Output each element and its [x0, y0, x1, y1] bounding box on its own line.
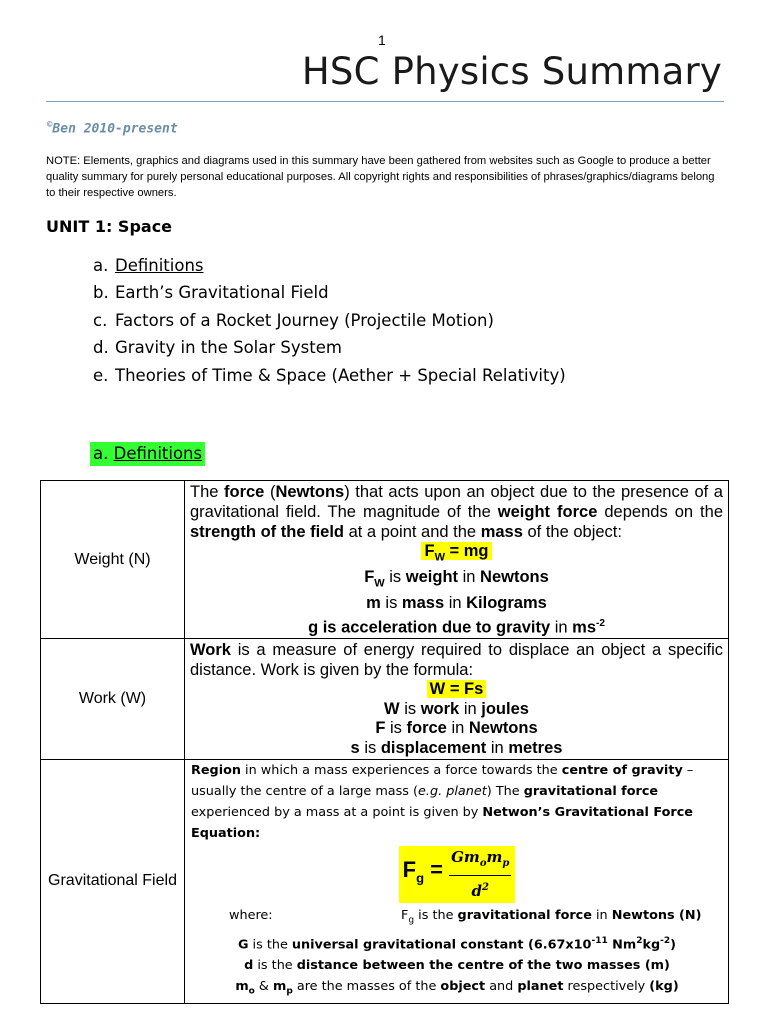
toc-letter: b. [93, 283, 109, 303]
definition-text: The force (Newtons) that acts upon an object due to the presence of a gravitational field. The magnitude of the weight force depends on the strength of the field at a point and the mass of the object: [190, 483, 723, 541]
formula: $F_W$ = mg [190, 542, 723, 568]
section-letter: a. [93, 444, 109, 463]
toc-label: Gravity in the Solar System [115, 338, 342, 358]
formula-legend-line: $m_o$ & $m_p$ are the masses of the object and planet respectively (kg) [235, 979, 679, 997]
formula-legend-line: where: $F_g$ is the gravitational force in Newtons (N) [229, 907, 702, 926]
title-divider [46, 101, 724, 102]
toc-letter: e. [93, 365, 109, 385]
toc-label[interactable]: Definitions [115, 256, 204, 275]
copyright-text: Ben 2010-present [52, 121, 178, 137]
definition-cell [185, 759, 729, 1003]
table-of-contents [93, 255, 566, 392]
definition-cell [185, 481, 729, 639]
formula [191, 846, 723, 903]
toc-item-solar-system [93, 337, 566, 364]
page-number: 1 [378, 32, 386, 48]
toc-item-definitions[interactable] [93, 255, 566, 282]
toc-item-gravitational-field [93, 282, 566, 309]
unit-heading: UNIT 1: Space [46, 217, 173, 236]
definition-cell [185, 639, 729, 760]
formula-legend-line: G is the universal gravitational constant ($6.67x10^{-11}$ $Nm^2kg^{-2}$) [237, 936, 677, 953]
formula-legend-line: W is work in joules [384, 699, 529, 718]
copyright-symbol: © [47, 120, 53, 130]
section-heading-definitions [90, 442, 205, 466]
copyright-line [47, 120, 178, 136]
term-cell: Gravitational Field [41, 759, 185, 1003]
toc-label: Earth’s Gravitational Field [115, 283, 329, 303]
toc-label: Factors of a Rocket Journey (Projectile Motion) [115, 310, 494, 330]
toc-letter: a. [93, 256, 109, 275]
term-cell: Work (W) [41, 639, 185, 760]
formula-legend-line: s is displacement in metres [350, 738, 563, 757]
definitions-table [40, 480, 729, 1004]
formula-legend-line: m is mass in Kilograms [366, 593, 547, 612]
page-title: HSC Physics Summary [301, 50, 722, 93]
toc-item-rocket-journey [93, 310, 566, 337]
term-cell: Weight (N) [41, 481, 185, 639]
formula-fraction: $\frac{Gm_om_p}{d^2}$ [451, 847, 510, 900]
table-row-work [41, 639, 729, 760]
formula-legend-line: F is force in Newtons [375, 719, 538, 738]
formula-highlight: $F_g$ = $\frac{Gm_om_p}{d^2}$ [399, 846, 516, 903]
toc-item-time-space [93, 365, 566, 392]
table-row-weight [41, 481, 729, 639]
definition-text: Region in which a mass experiences a force towards the centre of gravity – usually the centre of a large mass (e.g. planet) The gravitational force experienced by a mass at a point is given by Netwon’s Gravitational Force Equation: [191, 762, 694, 841]
copyright-note: NOTE: Elements, graphics and diagrams used in this summary have been gathered from websites such as Google to produce a better quality summary for purely personal educational purposes. All copyright rights and responsibilities of phrases/graphics/diagrams belong to their respective owners. [46, 155, 715, 199]
section-label[interactable]: Definitions [113, 444, 203, 463]
formula-legend-line: $F_W$ is weight in Newtons [364, 568, 549, 590]
toc-letter: d. [93, 338, 109, 358]
formula-legend-line: g is acceleration due to gravity in $ms^{-2}$ [308, 617, 605, 637]
table-row-gravitational-field [41, 759, 729, 1003]
toc-letter: c. [93, 310, 108, 330]
formula-legend-line: d is the distance between the centre of the two masses (m) [244, 958, 670, 974]
definition-text: Work is a measure of energy required to displace an object a specific distance. Work is given by the formula: [190, 641, 723, 679]
toc-label: Theories of Time & Space (Aether + Special Relativity) [115, 365, 566, 385]
formula: W = Fs [190, 680, 723, 700]
